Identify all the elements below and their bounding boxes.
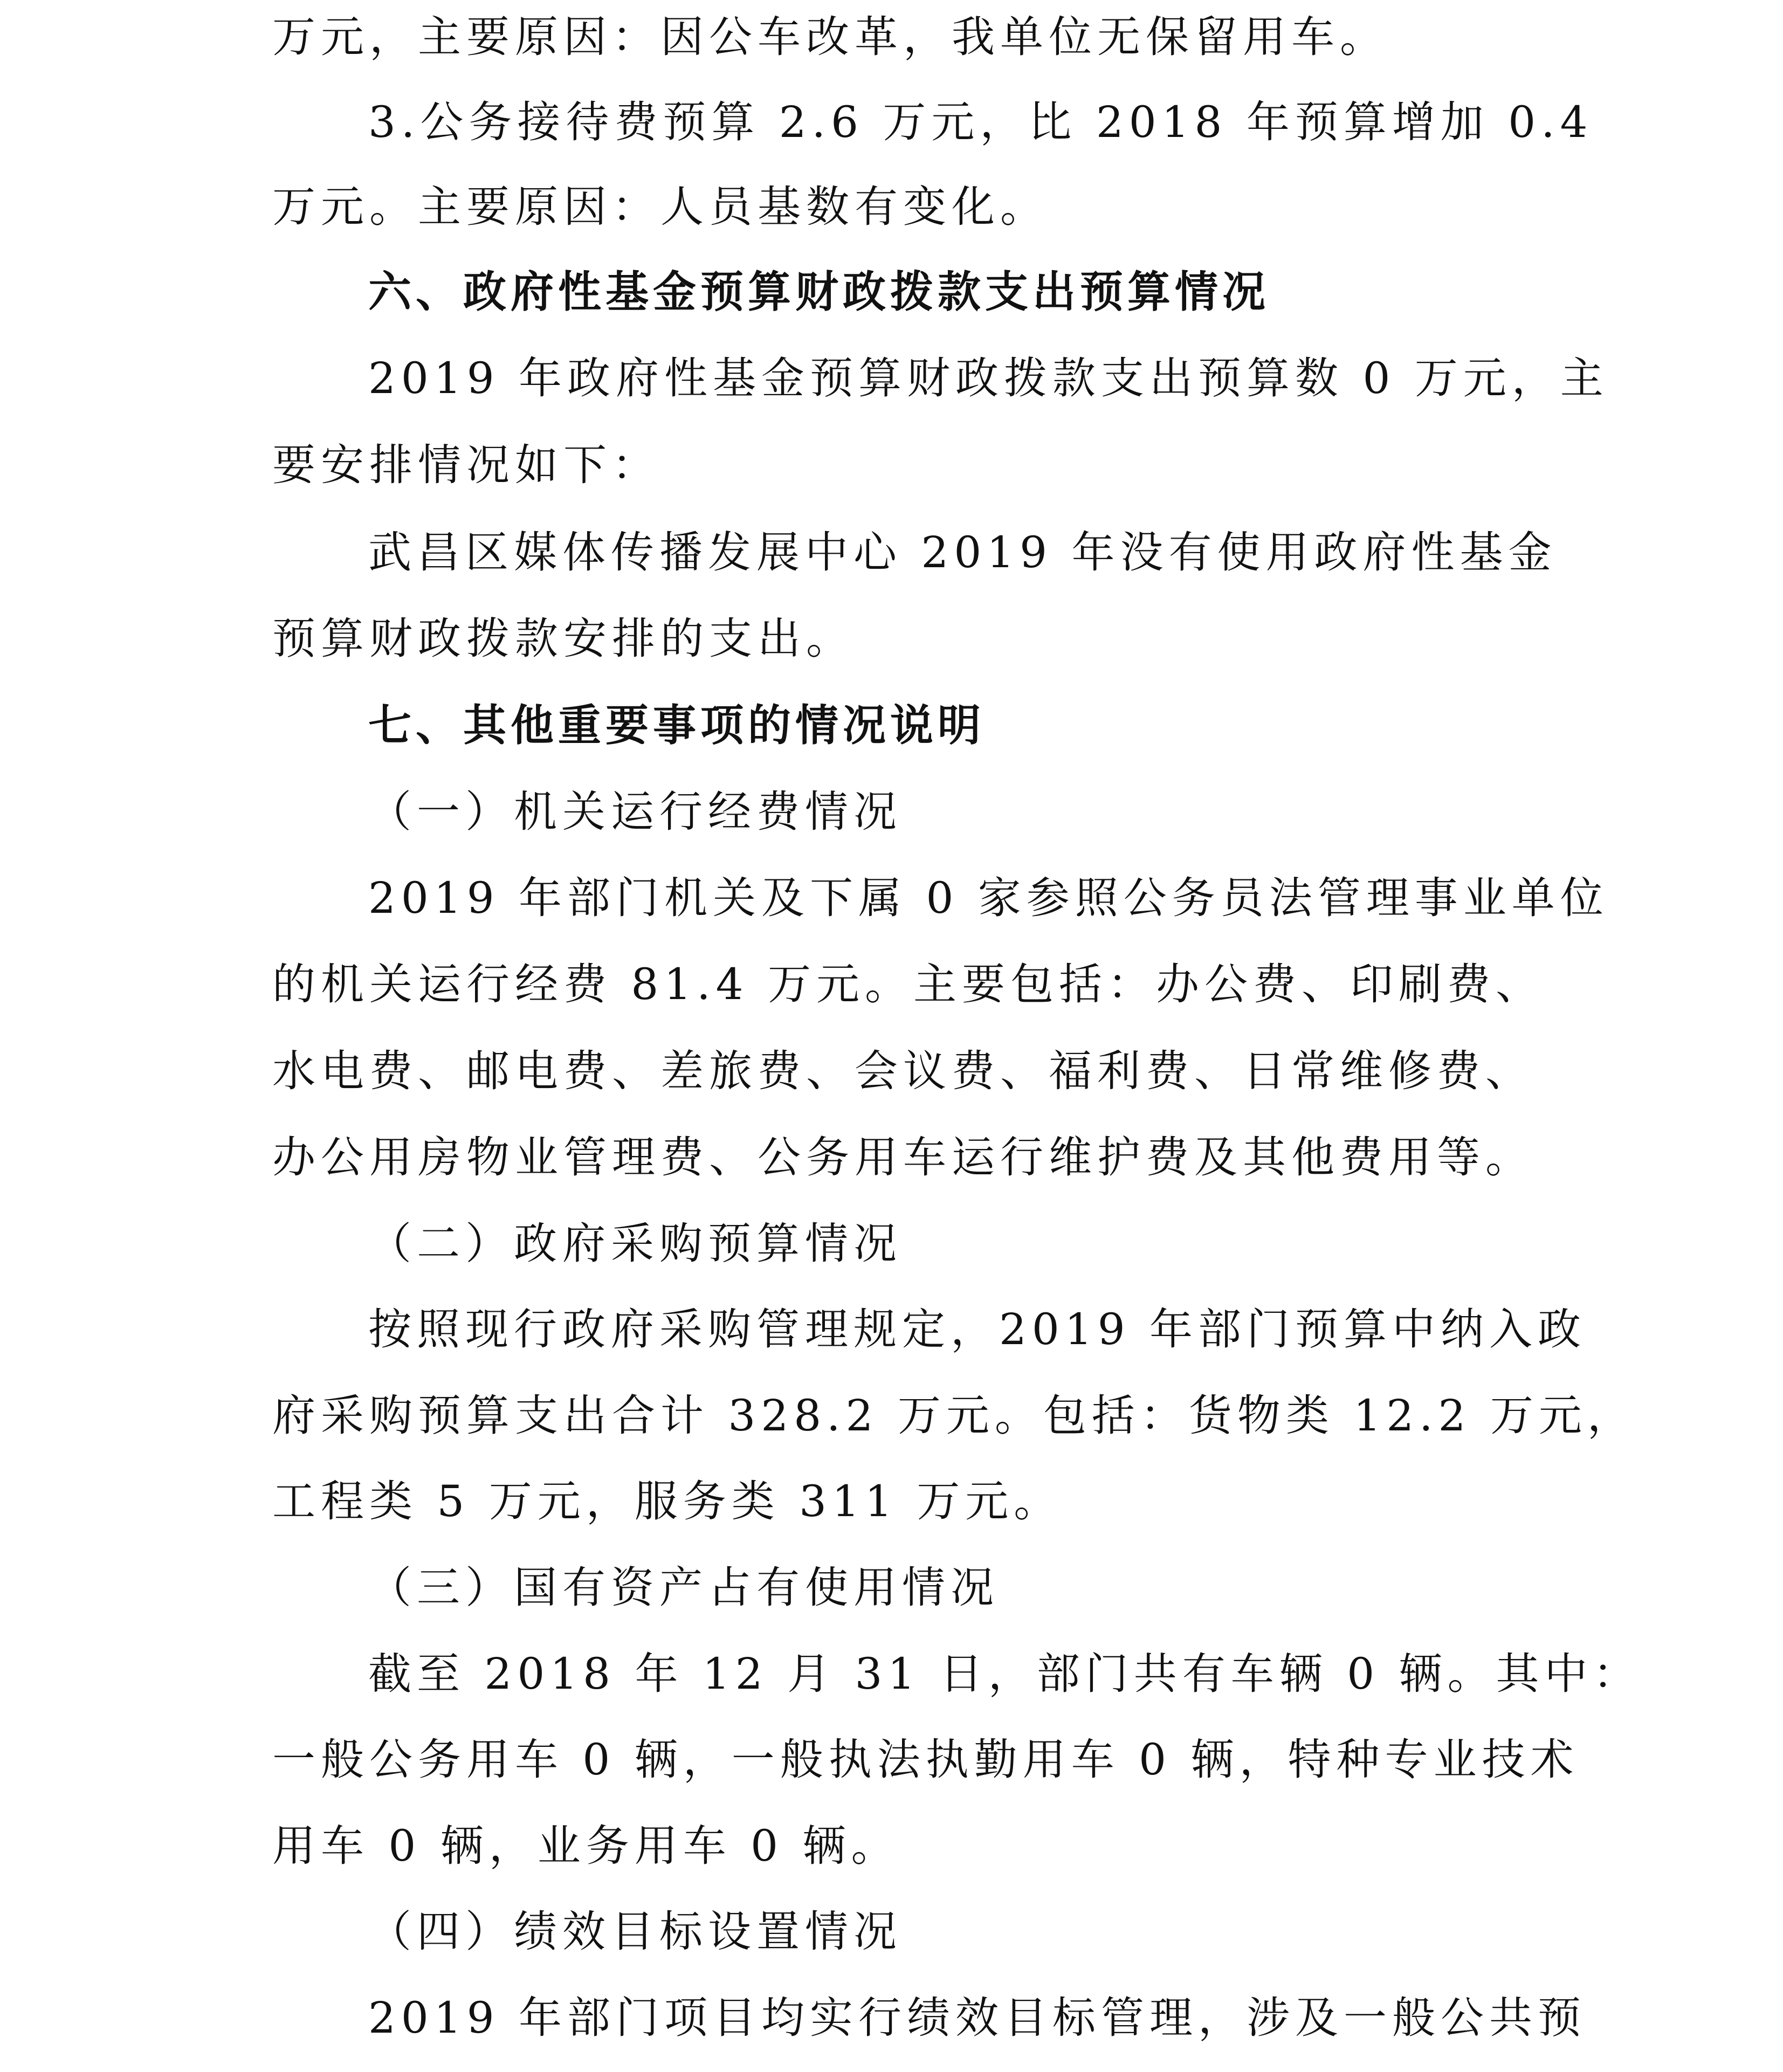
text-line-6: 要安排情况如下： (272, 440, 660, 490)
text-line-12: 的机关运行经费 81.4 万元。主要包括：办公费、印刷费、 (272, 959, 1544, 1009)
text-line-21: 一般公务用车 0 辆，一般执法执勤用车 0 辆，特种专业技术 (272, 1734, 1579, 1785)
subheading-3: （三）国有资产占有使用情况 (368, 1562, 999, 1613)
subheading-2: （二）政府采购预算情况 (368, 1219, 902, 1269)
text-line-11: 2019 年部门机关及下属 0 家参照公务员法管理事业单位 (368, 873, 1609, 923)
text-line-18: 工程类 5 万元，服务类 311 万元。 (272, 1476, 1063, 1526)
section-heading-7: 七、其他重要事项的情况说明 (368, 700, 985, 751)
text-line-20: 截至 2018 年 12 月 31 日，部门共有车辆 0 辆。其中： (368, 1649, 1642, 1699)
subheading-4: （四）绩效目标设置情况 (368, 1906, 902, 1957)
text-line-8: 预算财政拨款安排的支出。 (272, 614, 855, 664)
text-line-7: 武昌区媒体传播发展中心 2019 年没有使用政府性基金 (368, 527, 1557, 577)
text-line-17: 府采购预算支出合计 328.2 万元。包括：货物类 12.2 万元， (272, 1390, 1636, 1441)
text-line-16: 按照现行政府采购管理规定，2019 年部门预算中纳入政 (368, 1304, 1587, 1354)
section-heading-6: 六、政府性基金预算财政拨款支出预算情况 (368, 267, 1270, 317)
text-line-1: 万元，主要原因：因公车改革，我单位无保留用车。 (272, 12, 1388, 62)
subheading-1: （一）机关运行经费情况 (368, 787, 902, 837)
text-line-13: 水电费、邮电费、差旅费、会议费、福利费、日常维修费、 (272, 1046, 1534, 1096)
text-line-24: 2019 年部门项目均实行绩效目标管理，涉及一般公共预 (368, 1993, 1587, 2043)
text-line-3: 万元。主要原因：人员基数有变化。 (272, 182, 1049, 232)
text-line-22: 用车 0 辆，业务用车 0 辆。 (272, 1821, 900, 1871)
text-line-14: 办公用房物业管理费、公务用车运行维护费及其他费用等。 (272, 1132, 1534, 1182)
text-line-2: 3.公务接待费预算 2.6 万元，比 2018 年预算增加 0.4 (368, 97, 1593, 147)
text-line-5: 2019 年政府性基金预算财政拨款支出预算数 0 万元，主 (368, 353, 1609, 403)
